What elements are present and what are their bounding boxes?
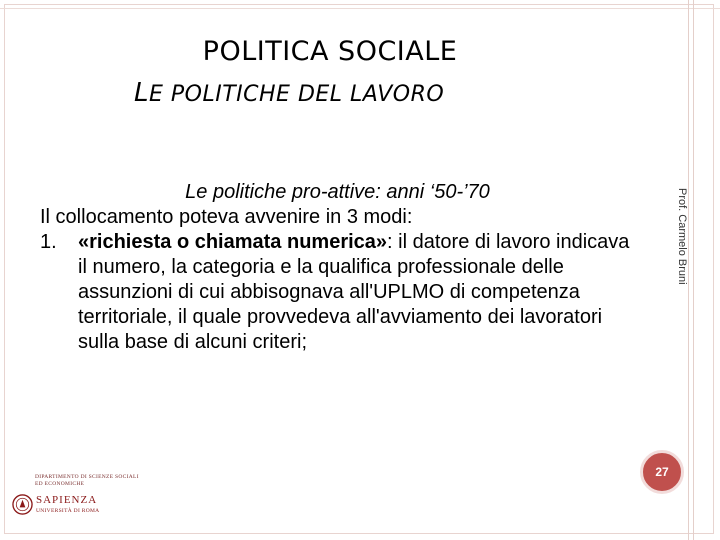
university-logo-name: SAPIENZA — [36, 494, 98, 506]
slide-subtitle-heading — [134, 78, 444, 108]
dept-line1: DIPARTIMENTO DI SCIENZE SOCIALI — [35, 474, 139, 480]
intro-text: Il collocamento poteva avvenire in 3 modi: — [40, 206, 413, 228]
university-seal-icon — [12, 494, 33, 515]
subtitle-initial: L — [134, 78, 149, 108]
list-item-lead: «richiesta o chiamata numerica» — [78, 231, 388, 253]
university-logo-sub: UNIVERSITÀ DI ROMA — [36, 508, 100, 514]
list-item-body: : il datore di lavoro indicava il numero, la categoria e la qualifica professionale delle assunzioni di cui abbisognava all'UPLMO di competenza territoriale, il quale provvedeva all'avviamento dei lavoratori sulla base di alcuni criteri; — [78, 231, 630, 353]
right-margin-rule — [688, 0, 694, 540]
list-item — [40, 230, 635, 355]
dept-line2: ED ECONOMICHE — [35, 481, 85, 487]
slide-title: POLITICA SOCIALE — [202, 36, 458, 67]
subtitle-rest: E POLITICHE DEL LAVORO — [149, 82, 445, 107]
list-item-number: 1. — [40, 231, 57, 253]
side-author-label: Prof. Carmelo Bruni — [676, 188, 688, 285]
section-subtitle: Le politiche pro-attive: anni ‘50-’70 — [185, 181, 490, 203]
department-logo — [35, 474, 160, 488]
slide-body — [40, 180, 635, 355]
top-rule — [0, 8, 720, 9]
page-number-badge: 27 — [640, 450, 684, 494]
list-item-text — [78, 230, 635, 355]
